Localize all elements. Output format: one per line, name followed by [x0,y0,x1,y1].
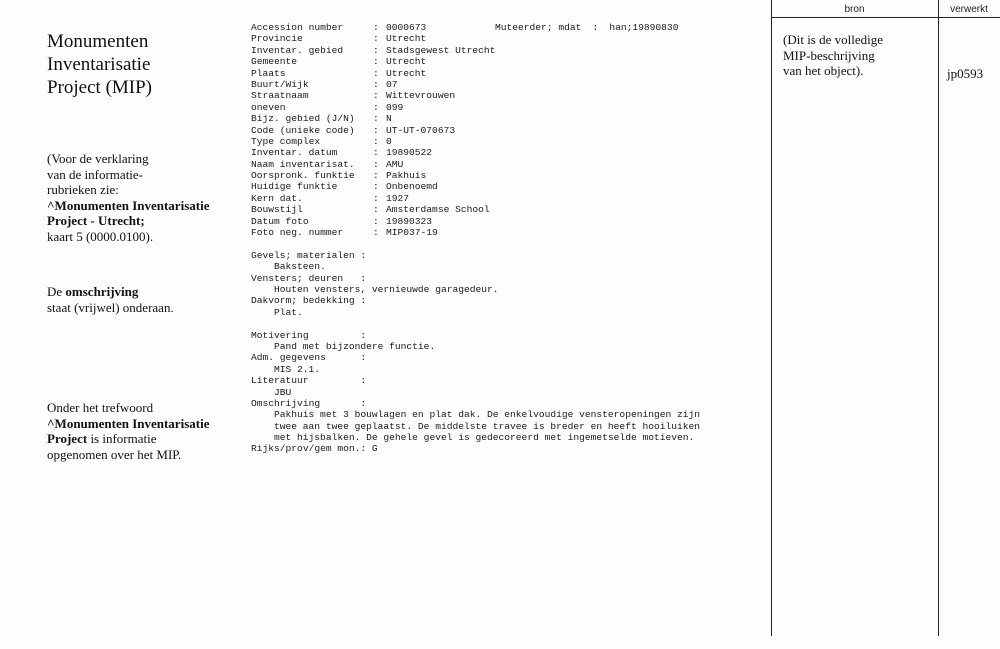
omschrijving-line-2: twee aan twee geplaatst. De middelste travee is breder en heeft hooiluiken [274,420,701,432]
record-field-row: Straatnaam : Wittevrouwen [251,90,456,102]
title-line-2: Inventarisatie [47,54,151,75]
note1-last-line: kaart 5 (0000.0100). [47,228,154,244]
verwerkt-code: jp0593 [947,66,984,81]
field-label: Naam inventarisat. [251,158,355,170]
field-label: Oorspronk. funktie [251,170,355,182]
field-label: Bijz. gebied (J/N) [251,113,355,125]
record-field-row: Bouwstijl : Amsterdamse School [251,204,490,216]
record-field-row: Buurt/Wijk : 07 [251,78,398,90]
field-label: Straatnaam [251,90,309,102]
rijks-value: G [371,443,378,455]
record-fields [251,22,766,238]
field-value: 0 [386,135,392,147]
vensters-label: Vensters; deuren : [251,272,367,284]
field-value: Wittevrouwen [386,90,456,102]
motivering-value: Pand met bijzondere functie. [274,340,436,352]
explanation-note [47,151,209,244]
field-value: 0000673 [386,22,427,33]
record-field-row: Datum foto : 19890323 [251,215,433,227]
record-field-row: Code (unieke code) : UT-UT-070673 [251,124,456,136]
field-label: Inventar. gebied [251,44,344,56]
field-value: Stadsgewest Utrecht [386,44,496,56]
record-field-row: Plaats : Utrecht [251,67,427,79]
omschrijving-line-1: Pakhuis met 3 bouwlagen en plat dak. De enkelvoudige vensteropeningen zijn [274,409,701,421]
field-value: Amsterdamse School [386,204,490,216]
record-field-row: Naam inventarisat. : AMU [251,158,404,170]
rijks-field [251,443,766,454]
note1-line-3: rubrieken zie: [47,182,119,197]
note3-line-1: Onder het trefwoord [47,400,154,415]
field-label: Gemeente [251,56,298,68]
omschrijving-line-3: met hijsbalken. De gehele gevel is gedecoreerd met ingemetselde motieven. [274,432,695,444]
field-label: Bouwstijl [251,204,303,216]
field-value: 099 [386,101,404,113]
verwerkt-column-divider [938,0,939,636]
field-label: Type complex [251,135,321,147]
field-value: MIP037-19 [386,227,438,239]
mutator-label: Muteerder; mdat [495,22,582,33]
bron-note [783,32,883,79]
note3-line-2: ^Monumenten Inventarisatie [47,415,210,431]
field-value: Onbenoemd [386,181,438,193]
record-field-row: Oorspronk. funktie : Pakhuis [251,170,427,182]
field-value: 07 [386,78,398,90]
field-label: Buurt/Wijk [251,78,309,90]
field-value: UT-UT-070673 [386,124,456,136]
field-value: Utrecht [386,67,427,79]
field-label: oneven [251,101,286,113]
bron-line-2: MIP-beschrijving [783,47,875,63]
field-value: N [386,113,392,125]
note2-line-1: De omschrijving [47,284,139,299]
motivering-label: Motivering : [251,329,367,341]
record-field-row: Provincie : Utrecht [251,33,427,45]
mip-record [251,22,766,455]
field-value: 1927 [386,192,410,204]
literatuur-label: Literatuur : [251,375,367,387]
field-label: Foto neg. nummer [251,227,344,239]
field-label: Kern dat. [251,192,303,204]
dakvorm-value: Plat. [274,306,303,318]
record-field-row: Type complex : 0 [251,135,392,147]
field-label: Huidige funktie [251,181,338,193]
bron-line-1: (Dit is de volledige [783,32,884,47]
record-field-row: Foto neg. nummer : MIP037-19 [251,227,438,239]
bron-column-divider [771,0,772,636]
field-value: Pakhuis [386,170,427,182]
gevels-value: Baksteen. [274,261,326,273]
mutator-value: han;19890830 [609,22,679,33]
field-value: 19890522 [386,147,433,159]
record-field-row: oneven : 099 [251,101,404,113]
header-rule [771,17,1000,18]
record-field-row: Accession number : 0000673 [251,22,427,33]
field-label: Plaats [251,67,286,79]
gevels-label: Gevels; materialen : [251,249,367,261]
record-field-row: Inventar. gebied : Stadsgewest Utrecht [251,44,496,56]
record-field-row: Huidige funktie : Onbenoemd [251,181,438,193]
description-note [47,284,174,315]
field-label: Accession number [251,22,344,33]
title-line-1: Monumenten [47,31,149,52]
mutator-field: Muteerder; mdat : han;19890830 [495,22,679,33]
field-label: Code (unieke code) [251,124,355,136]
literatuur-value: JBU [274,386,292,398]
field-label: Provincie [251,33,303,45]
note2-line-2: staat (vrijwel) onderaan. [47,299,174,315]
record-field-row: Bijz. gebied (J/N) : N [251,113,392,125]
field-value: Utrecht [386,33,427,45]
keyword-note [47,400,209,462]
record-field-row: Gemeente : Utrecht [251,56,427,68]
bron-line-3: van het object). [783,63,864,78]
note1-reference-2: Project - Utrecht; [47,213,145,228]
field-label: Inventar. datum [251,147,338,159]
record-field-row: Kern dat. : 1927 [251,192,410,204]
omschrijving-label: Omschrijving : [251,397,367,409]
note1-line-1: (Voor de verklaring [47,151,149,166]
dakvorm-label: Dakvorm; bedekking : [251,295,367,307]
adm-label: Adm. gegevens : [251,352,367,364]
adm-value: MIS 2.1. [274,363,321,375]
field-value: Utrecht [386,56,427,68]
note1-reference-1: ^Monumenten Inventarisatie [47,197,210,213]
bron-column-header: bron [844,4,865,15]
card-title [47,30,247,99]
verwerkt-column-header: verwerkt [950,4,988,15]
title-line-3: Project (MIP) [47,77,153,98]
vensters-value: Houten vensters, vernieuwde garagedeur. [274,283,499,295]
record-field-row: Inventar. datum : 19890522 [251,147,433,159]
rijks-label: Rijks/prov/gem mon.: [251,443,367,455]
note1-line-2: van de informatie- [47,166,144,182]
field-value: 19890323 [386,215,433,227]
note3-line-4: opgenomen over het MIP. [47,446,182,462]
field-value: AMU [386,158,404,170]
field-label: Datum foto [251,215,309,227]
note3-line-3: Project is informatie [47,431,157,446]
